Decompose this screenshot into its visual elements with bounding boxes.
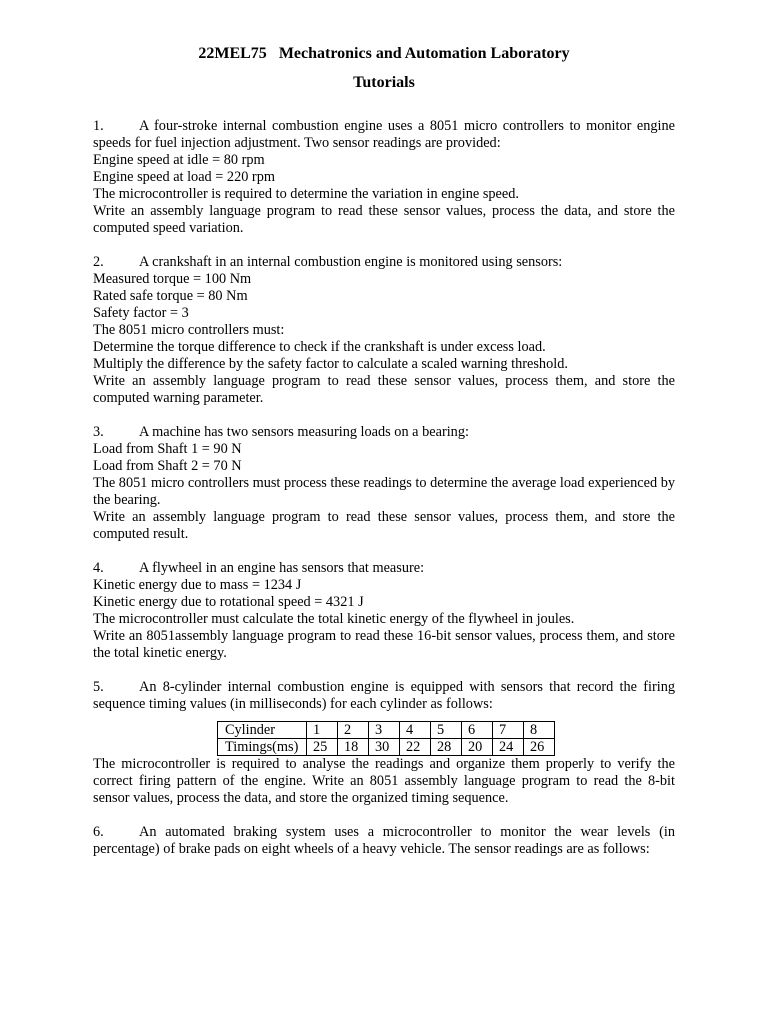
table-cell: 5 [431, 722, 462, 739]
table-cell: 24 [493, 739, 524, 756]
question-line: Kinetic energy due to mass = 1234 J [93, 577, 302, 593]
table-cell: 6 [462, 722, 493, 739]
question-text: 2. A crankshaft in an internal combustion engine is monitored using sensors: [93, 254, 563, 270]
question-line: Write an 8051assembly language program to read these 16-bit sensor values, process them, and store the total kinetic energy. [93, 628, 675, 661]
question-line: Measured torque = 100 Nm [93, 271, 252, 287]
table-row-cylinder [218, 722, 555, 739]
question-1 [93, 118, 675, 237]
question-2 [93, 254, 675, 407]
question-line: Safety factor = 3 [93, 305, 189, 321]
table-cell: 8 [524, 722, 555, 739]
table-cell: 2 [338, 722, 369, 739]
question-line: Load from Shaft 1 = 90 N [93, 441, 242, 457]
question-number: 4. [93, 560, 104, 576]
questions-list [93, 118, 675, 875]
question-number: 1. [93, 118, 104, 134]
question-line: The microcontroller is required to determine the variation in engine speed. [93, 186, 519, 202]
question-text: 1. A four-stroke internal combustion engine uses a 8051 micro controllers to monitor engine speeds for fuel injection adjustment. Two sensor readings are provided: [93, 118, 675, 151]
question-5 [93, 679, 675, 807]
question-text: 5. An 8-cylinder internal combustion engine is equipped with sensors that record the firing sequence timing values (in milliseconds) for each cylinder as follows: [93, 679, 675, 712]
question-line: The microcontroller is required to analyse the readings and organize them properly to verify the correct firing pattern of the engine. Write an 8051 assembly language program to read the 8-bit sensor values, process the data, and store the organized timing sequence. [93, 756, 675, 806]
table-cell: 1 [307, 722, 338, 739]
question-line: Engine speed at load = 220 rpm [93, 169, 275, 185]
question-line: Write an assembly language program to read these sensor values, process them, and store the computed result. [93, 509, 675, 542]
table-cell: 4 [400, 722, 431, 739]
question-line: The microcontroller must calculate the total kinetic energy of the flywheel in joules. [93, 611, 575, 627]
document-subtitle: Tutorials [353, 74, 415, 91]
table-cell: 30 [369, 739, 400, 756]
question-line: The 8051 micro controllers must: [93, 322, 285, 338]
document-title [0, 44, 768, 64]
question-4 [93, 560, 675, 662]
question-line: Kinetic energy due to rotational speed = 4321 J [93, 594, 364, 610]
question-number: 5. [93, 679, 104, 695]
question-6 [93, 824, 675, 858]
question-number: 6. [93, 824, 104, 840]
firing-timing-table [217, 721, 555, 756]
table-cell: 20 [462, 739, 493, 756]
course-title: Mechatronics and Automation Laboratory [278, 45, 570, 62]
table-row-timings [218, 739, 555, 756]
question-text: 6. An automated braking system uses a microcontroller to monitor the wear levels (in percentage) of brake pads on eight wheels of a heavy vehicle. The sensor readings are as follows: [93, 824, 675, 857]
question-number: 3. [93, 424, 104, 440]
course-code: 22MEL75 [198, 45, 267, 62]
question-line: Load from Shaft 2 = 70 N [93, 458, 242, 474]
question-line: The 8051 micro controllers must process these readings to determine the average load experienced by the bearing. [93, 475, 675, 508]
question-line: Write an assembly language program to read these sensor values, process them, and store the computed warning parameter. [93, 373, 675, 406]
question-line: Write an assembly language program to read these sensor values, process the data, and store the computed speed variation. [93, 203, 675, 236]
table-cell: 3 [369, 722, 400, 739]
table-cell: 7 [493, 722, 524, 739]
question-line: Rated safe torque = 80 Nm [93, 288, 248, 304]
question-line: Determine the torque difference to check if the crankshaft is under excess load. [93, 339, 546, 355]
question-number: 2. [93, 254, 104, 270]
question-text: 4. A flywheel in an engine has sensors that measure: [93, 560, 425, 576]
question-line: Multiply the difference by the safety factor to calculate a scaled warning threshold. [93, 356, 568, 372]
question-text: 3. A machine has two sensors measuring loads on a bearing: [93, 424, 469, 440]
question-line: Engine speed at idle = 80 rpm [93, 152, 265, 168]
table-cell: 28 [431, 739, 462, 756]
table-cell: 18 [338, 739, 369, 756]
table-cell: 26 [524, 739, 555, 756]
question-3 [93, 424, 675, 543]
table-cell: 25 [307, 739, 338, 756]
table-cell: 22 [400, 739, 431, 756]
table-row-label: Timings(ms) [218, 739, 307, 756]
table-row-label: Cylinder [218, 722, 307, 739]
